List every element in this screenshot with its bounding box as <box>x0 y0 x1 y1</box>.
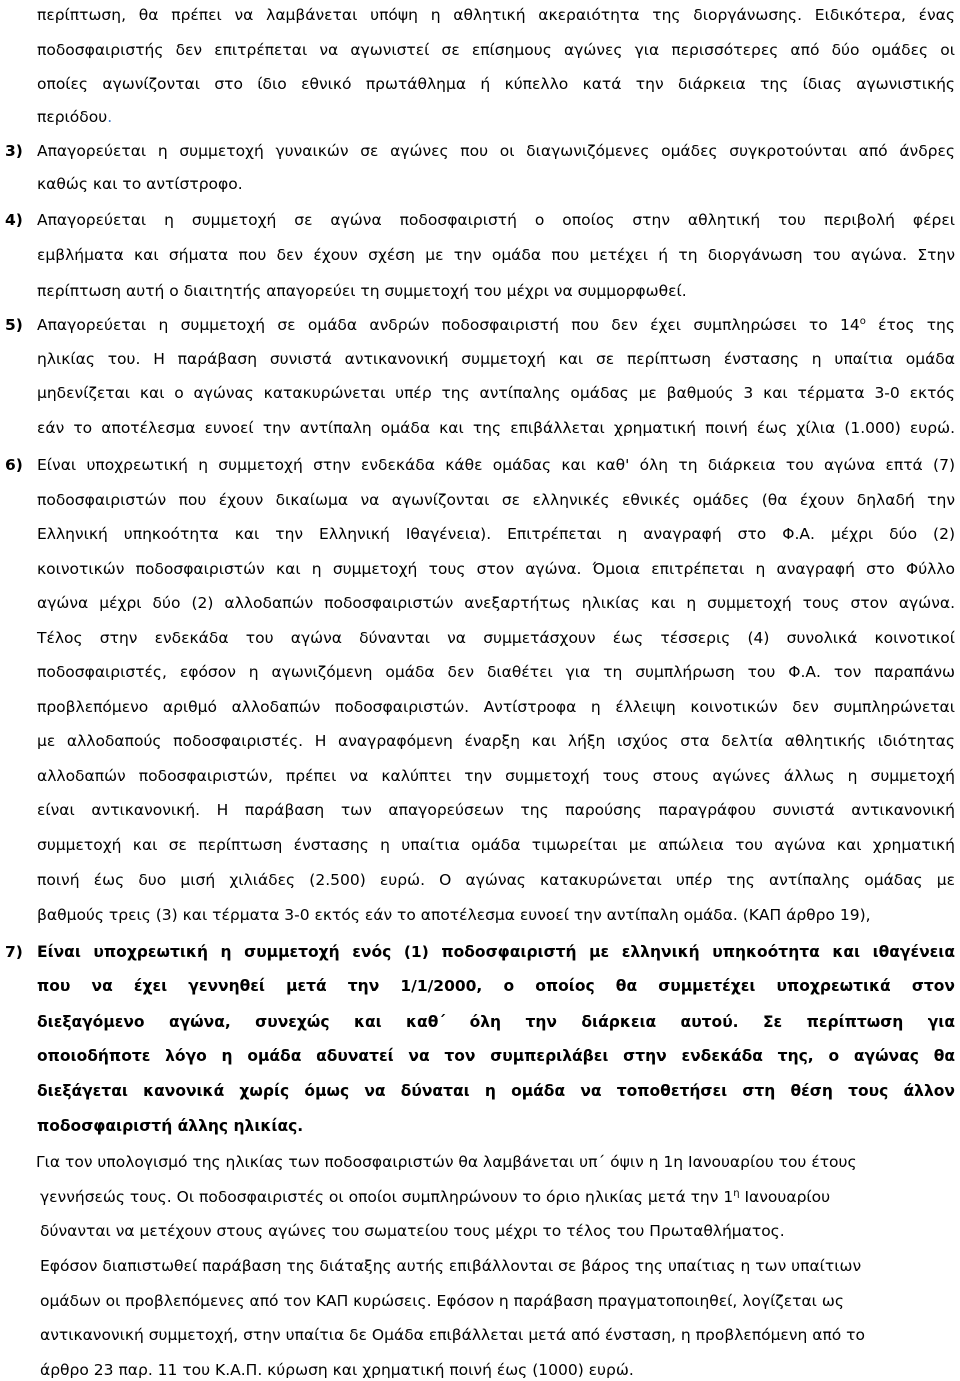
age-line-2 <box>40 1187 830 1207</box>
intro-line-4-text: περιόδου <box>37 108 108 126</box>
item-7-bold-line: διεξάγεται κανονικά χωρίς όμως να δύναται η ομάδα να τοποθετήσει στη θέση τους άλλον <box>37 1082 955 1100</box>
item-5-line-1-b: έτος της <box>865 316 955 334</box>
item-5-line-4: εάν το αποτέλεσμα ευνοεί την αντίπαλη ομάδα και της επιβάλλεται χρηματική ποινή έως χίλια (1.000) ευρώ. <box>37 419 955 437</box>
item-5-line-1-sup: ο <box>859 316 866 327</box>
item-3-line-2: καθώς και το αντίστροφο. <box>37 175 243 193</box>
item-5-line-1-a: Απαγορεύεται η συμμετοχή σε ομάδα ανδρών ποδοσφαιριστή που δεν έχει συμπληρώσει το 14 <box>37 316 860 334</box>
item-6-line: αλλοδαπών ποδοσφαιριστών, πρέπει να καλύπτει την συμμετοχή τους στους αγώνες άλλως η συμμετοχή <box>37 767 955 785</box>
item-7-bold-line: που να έχει γεννηθεί μετά την 1/1/2000, ο οποίος θα συμμετέχει υποχρεωτικά στον <box>37 977 955 995</box>
age-line-2-a: γεννήσεώς τους. Οι ποδοσφαιριστές οι οποίοι συμπληρώνουν το όριο ηλικίας μετά την 1 <box>40 1188 734 1206</box>
intro-line-2: ποδοσφαιριστής δεν επιτρέπεται να αγωνιστεί σε επίσημους αγώνες για περισσότερες από δύο ομάδες οι <box>37 41 955 59</box>
item-7-bold-line: διεξαγόμενο αγώνα, συνεχώς και καθ΄ όλη την διάρκεια αυτού. Σε περίπτωση για <box>37 1013 955 1031</box>
item-4-line-2: εμβλήματα και σήματα που δεν έχουν σχέση με την ομάδα που μετέχει ή τη διοργάνωση του αγώνα. Στην <box>37 246 955 264</box>
item-5-line-1 <box>37 315 955 335</box>
item-5-line-2: ηλικίας του. Η παράβαση συνιστά αντικανονική συμμετοχή και σε περίπτωση ένστασης η υπαίτια ομάδα <box>37 350 955 368</box>
item-6-line: ποδοσφαιριστών που έχουν δικαίωμα να αγωνίζονται σε ελληνικές εθνικές ομάδες (θα έχουν δηλαδή την <box>37 491 955 509</box>
intro-line-4 <box>37 107 112 127</box>
intro-line-4-dot: . <box>107 108 113 126</box>
item-6-number: 6) <box>5 456 23 474</box>
item-6-line: Τέλος στην ενδεκάδα του αγώνα δύνανται να συμμετάσχουν έως τέσσερις (4) συνολικά κοινοτικοί <box>37 629 955 647</box>
age-line: Εφόσον διαπιστωθεί παράβαση της διάταξης αυτής επιβάλλονται σε βάρος της υπαίτιας η των υπαίτιων <box>40 1257 862 1275</box>
item-6-line: προβλεπόμενο αριθμό αλλοδαπών ποδοσφαιριστών. Αντίστροφα η έλλειψη κοινοτικών δεν συμπληρώνεται <box>37 698 955 716</box>
age-line: δύνανται να μετέχουν στους αγώνες του σωματείου τους μέχρι το τέλος του Πρωταθλήματος. <box>40 1222 785 1240</box>
item-6-line: συμμετοχή και σε περίπτωση ένστασης η υπαίτια ομάδα τιμωρείται με απώλεια του αγώνα και χρηματική <box>37 836 955 854</box>
item-5-number: 5) <box>5 316 23 334</box>
item-7-bold-line: οποιοδήποτε λόγο η ομάδα αδυνατεί να τον συμπεριλάβει στην ενδεκάδα της, ο αγώνας θα <box>37 1047 955 1065</box>
age-line: ομάδων οι προβλεπόμενες από τον ΚΑΠ κυρώσεις. Εφόσον η παράβαση πραγματοποιηθεί, λογίζεται ως <box>40 1292 844 1310</box>
item-4-line-3: περίπτωση αυτή ο διαιτητής απαγορεύει τη συμμετοχή του μέχρι να συμμορφωθεί. <box>37 282 687 300</box>
intro-line-1: περίπτωση, θα πρέπει να λαμβάνεται υπόψη η αθλητική ακεραιότητα της διοργάνωσης. Ειδικότερα, ένας <box>37 6 955 24</box>
item-6-line: με αλλοδαπούς ποδοσφαιριστές. Η αναγραφόμενη έναρξη και λήξη ισχύος στα δελτία αθλητικής ιδιότητας <box>37 732 955 750</box>
item-7-number: 7) <box>5 943 23 961</box>
intro-line-3: οποίες αγωνίζονται στο ίδιο εθνικό πρωτάθλημα ή κύπελλο κατά την διάρκεια της ίδιας αγωνιστικής <box>37 75 955 93</box>
item-6-line: ποδοσφαιριστές, εφόσον η αγωνιζόμενη ομάδα δεν διαθέτει για τη συμπλήρωση του Φ.Α. τον παραπάνω <box>37 663 955 681</box>
item-6-line: αγώνα μέχρι δύο (2) αλλοδαπών ποδοσφαιριστών ανεξαρτήτως ηλικίας και η συμμετοχή τους στον αγώνα. <box>37 594 955 612</box>
age-line: αντικανονική συμμετοχή, στην υπαίτια δε Ομάδα επιβάλλεται μετά από ένσταση, η προβλεπόμενη από το <box>40 1326 865 1344</box>
item-6-line: ποινή έως δυο μισή χιλιάδες (2.500) ευρώ. Ο αγώνας κατακυρώνεται υπέρ της αντίπαλης ομάδας με <box>37 871 955 889</box>
item-6-line: κοινοτικών ποδοσφαιριστών και η συμμετοχή τους στον αγώνα. Όμοια επιτρέπεται η αναγραφή στο Φύλλο <box>37 560 955 578</box>
item-6-line: Είναι υποχρεωτική η συμμετοχή στην ενδεκάδα κάθε ομάδας και καθ' όλη τη διάρκεια του αγώνα επτά (7) <box>37 456 955 474</box>
item-6-line: είναι αντικανονική. Η παράβαση των απαγορεύσεων της παρούσης παραγράφου συνιστά αντικανονική <box>37 801 955 819</box>
age-line-1: Για τον υπολογισμό της ηλικίας των ποδοσφαιριστών θα λαμβάνεται υπ΄ όψιν η 1η Ιανουαρίου του έτους <box>36 1153 857 1171</box>
item-6-line: Ελληνική υπηκοότητα και την Ελληνική Ιθαγένεια). Επιτρέπεται η αναγραφή στο Φ.Α. μέχρι δύο (2) <box>37 525 955 543</box>
item-4-number: 4) <box>5 211 23 229</box>
item-5-line-3: μηδενίζεται και ο αγώνας κατακυρώνεται υπέρ της αντίπαλης ομάδας με βαθμούς 3 και τέρματα 3-0 εκτός <box>37 384 955 402</box>
item-7-bold-line: ποδοσφαιριστή άλλης ηλικίας. <box>37 1117 304 1135</box>
item-4-line-1: Απαγορεύεται η συμμετοχή σε αγώνα ποδοσφαιριστή ο οποίος στην αθλητική του περιβολή φέρει <box>37 211 955 229</box>
item-6-line: βαθμούς τρεις (3) και τέρματα 3-0 εκτός εάν το αποτέλεσμα ευνοεί την αντίπαλη ομάδα. (ΚΑΠ άρθρο 19), <box>37 906 871 924</box>
item-3-line-1: Απαγορεύεται η συμμετοχή γυναικών σε αγώνες που οι διαγωνιζόμενες ομάδες συγκροτούνται από άνδρες <box>37 142 955 160</box>
item-7-bold-line: Είναι υποχρεωτική η συμμετοχή ενός (1) ποδοσφαιριστή με ελληνική υπηκοότητα και ιθαγένεια <box>37 943 955 961</box>
item-3-number: 3) <box>5 142 23 160</box>
age-line: άρθρο 23 παρ. 11 του Κ.Α.Π. κύρωση και χρηματική ποινή έως (1000) ευρώ. <box>40 1361 634 1379</box>
age-line-2-sup: η <box>733 1188 740 1199</box>
age-line-2-b: Ιανουαρίου <box>739 1188 831 1206</box>
